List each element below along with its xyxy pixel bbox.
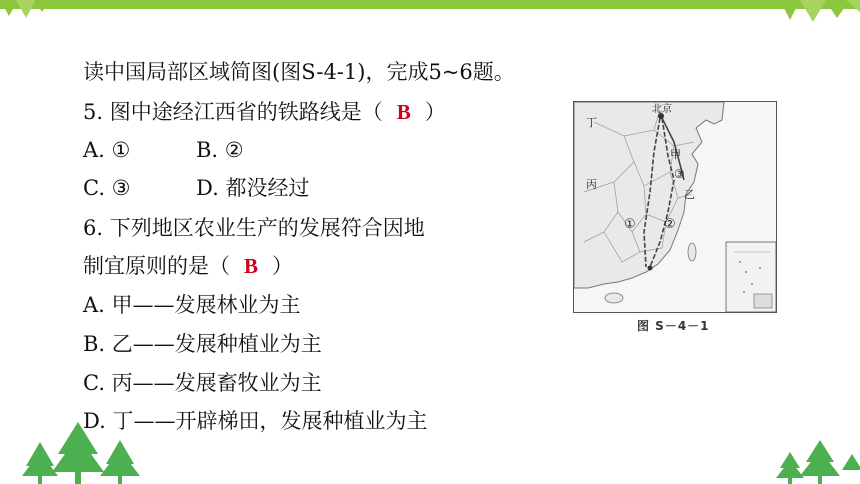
q5-options-row-1 [83, 135, 244, 165]
map-label-route-2: ② [664, 217, 676, 232]
q6-option-b: B. 乙——发展种植业为主 [83, 332, 322, 356]
intro-text: 读中国局部区域简图(图S-4-1)，完成5~6题。 [83, 60, 515, 84]
q5-option-b: B. ② [196, 138, 244, 162]
q6-stem-before: 制宜原则的是（ [83, 254, 230, 278]
q5-option-c: C. ③ [83, 176, 131, 200]
q6-option-a: A. 甲——发展林业为主 [83, 293, 301, 317]
q5-option-a: A. ① [83, 138, 131, 162]
map-label-bing: 丙 [586, 178, 597, 191]
map-label-route-1: ① [624, 217, 636, 232]
question-5-stem [83, 97, 446, 127]
top-left-leaf-decoration [0, 0, 70, 22]
map-caption: 图 S－4－1 [637, 319, 710, 333]
q5-options-row-2 [83, 173, 309, 203]
top-right-leaf-decoration [770, 0, 860, 24]
q5-stem-after: ） [424, 100, 446, 124]
q6-option-c: C. 丙——发展畜牧业为主 [83, 371, 322, 395]
q5-stem-before: 5. 图中途经江西省的铁路线是（ [83, 100, 383, 124]
q6-stem-line-2 [83, 251, 293, 281]
map-drawing [574, 102, 776, 312]
q6-answer: B [243, 254, 258, 278]
map-label-beijing: 北京 [652, 104, 672, 115]
q6-stem-after: ） [272, 254, 293, 278]
q6-stem-line-1: 6. 下列地区农业生产的发展符合因地 [83, 216, 425, 240]
map-label-yi: 乙 [684, 188, 695, 201]
top-green-bar [0, 0, 860, 9]
q6-option-d: D. 丁——开辟梯田，发展种植业为主 [83, 409, 428, 433]
q5-answer: B [396, 100, 411, 124]
map-label-route-3: ③ [674, 167, 685, 181]
q5-option-d: D. 都没经过 [196, 176, 310, 200]
map-label-ding: 丁 [586, 116, 597, 129]
china-region-map [573, 101, 777, 313]
map-label-jia: 甲 [670, 148, 681, 161]
